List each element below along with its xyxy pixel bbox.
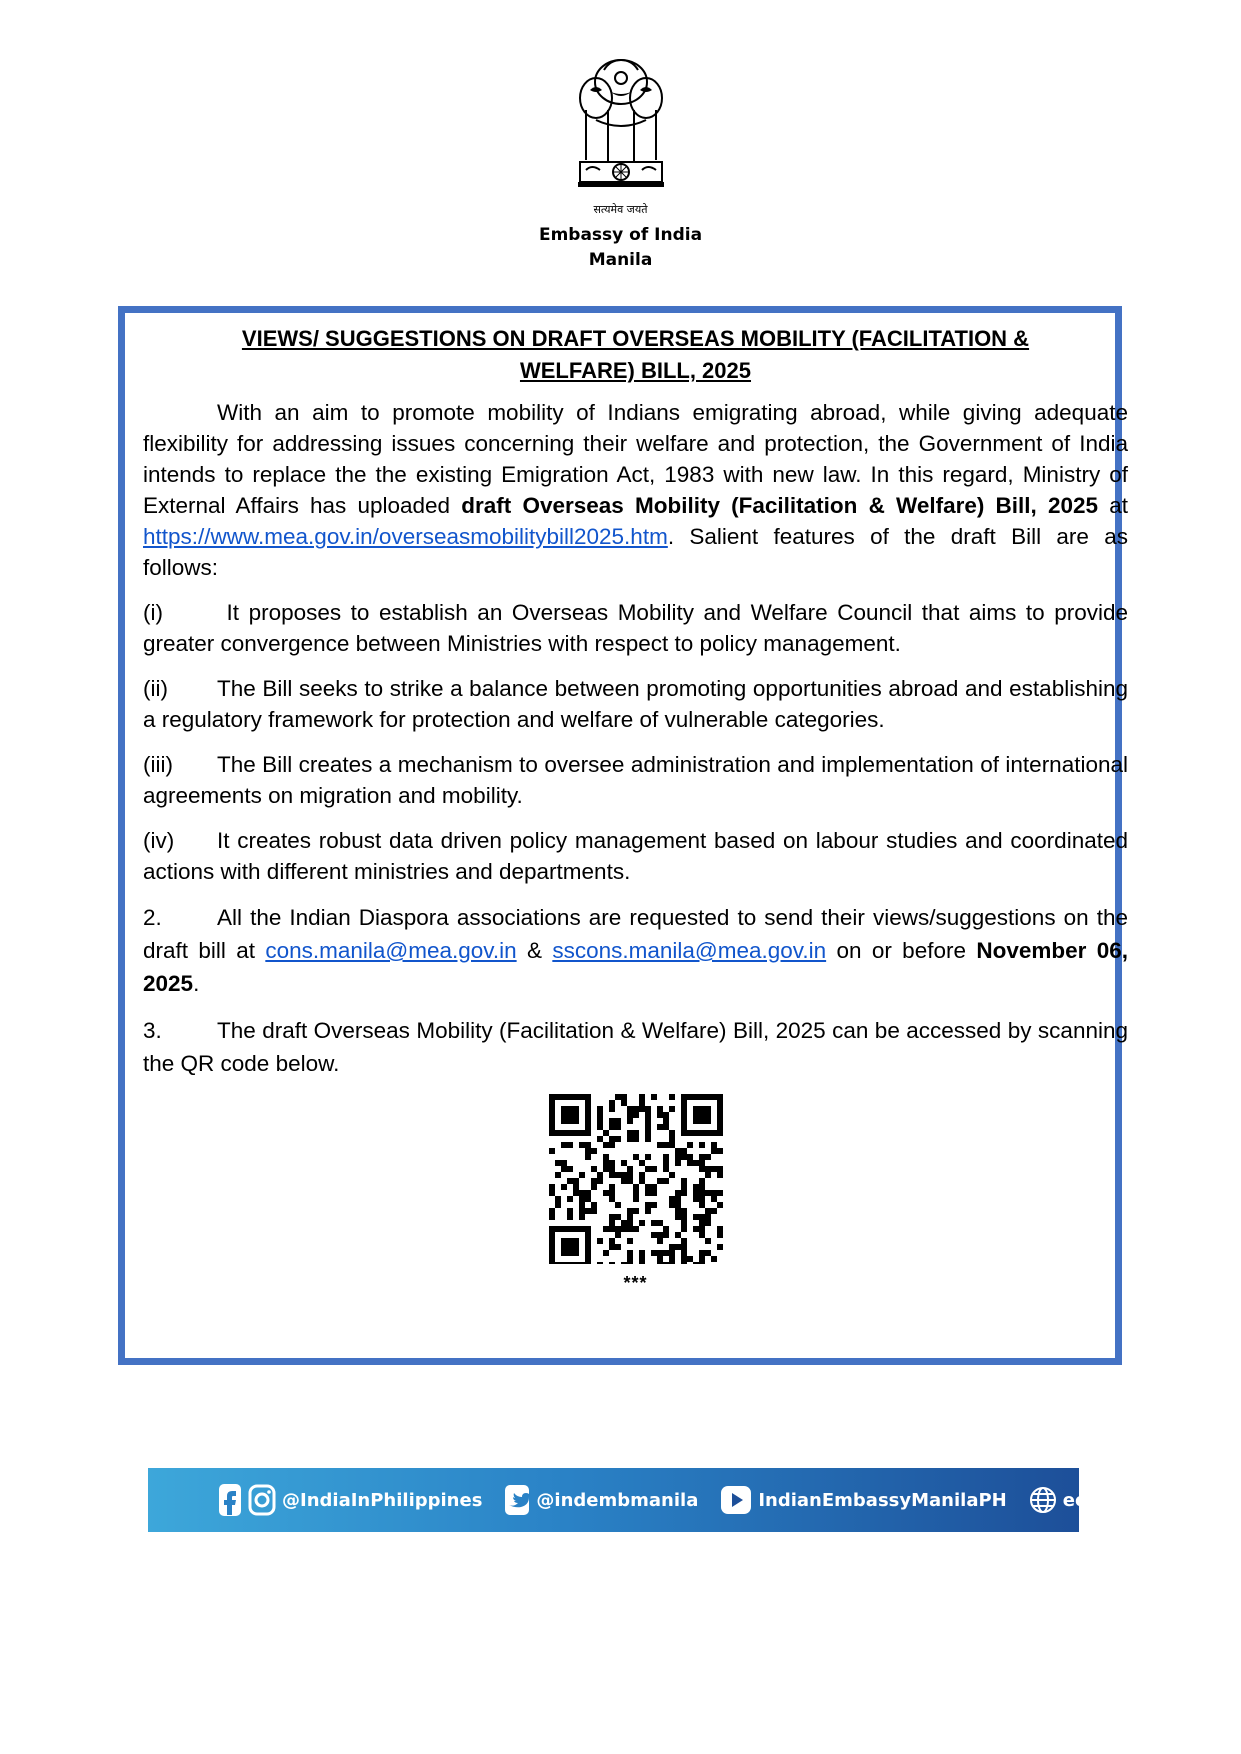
qr-code-icon[interactable] (546, 1094, 726, 1264)
paragraph-2-text-1: All the Indian Diaspora associations are requested to send their views/suggestions on the draft bill at (143, 905, 1128, 963)
paragraph-2-text-2: on or before (826, 938, 977, 963)
intro-text-1: With an aim to promote mobility of Indians emigrating abroad, while giving adequate flexibility for addressing issues concerning their welfare and protection, the Government of India intends to replace the the existing Emigration Act, 1983 with new law. In this regard, Ministry of External Affairs has uploaded (143, 400, 1128, 518)
social-banner (148, 1468, 1230, 1532)
bill-link[interactable]: https://www.mea.gov.in/overseasmobilitybill2025.htm (143, 524, 668, 549)
instagram-icon[interactable] (248, 1483, 276, 1517)
notice-title-line2: WELFARE) BILL, 2025 (519, 358, 752, 383)
org-name-line1: Embassy of India (538, 225, 703, 245)
twitter-icon[interactable] (504, 1483, 530, 1517)
paragraph-3-text: The draft Overseas Mobility (Facilitation & Welfare) Bill, 2025 can be accessed by scanning the QR code below. (143, 1018, 1128, 1076)
feature-item (143, 749, 1128, 811)
paragraph-3-number: 3. (143, 1018, 162, 1043)
notice-box (118, 306, 1128, 1365)
website-group[interactable] (1029, 1486, 1230, 1514)
letterhead (0, 50, 1241, 273)
globe-icon (1029, 1486, 1057, 1514)
intro-paragraph (143, 397, 1128, 583)
feature-number: (iii) (143, 752, 173, 777)
email-link-cons[interactable]: cons.manila@mea.gov.in (265, 938, 517, 963)
youtube-handle: IndianEmbassyManilaPH (758, 1489, 1007, 1511)
intro-text-2: at (1098, 493, 1128, 518)
deadline-date: November 06, 2025 (143, 938, 1128, 996)
intro-text-3: . Salient features of the draft Bill are as follows: (143, 524, 1128, 580)
paragraph-2-amp: & (516, 938, 553, 963)
feature-text: It proposes to establish an Overseas Mobility and Welfare Council that aims to provide greater convergence between Ministries with respect to policy management. (143, 600, 1128, 656)
org-name-line2: Manila (588, 250, 653, 270)
national-emblem-icon (566, 50, 676, 200)
paragraph-2-end: . (193, 971, 200, 996)
feature-text: It creates robust data driven policy management based on labour studies and coordinated actions with different ministries and departments. (143, 828, 1128, 884)
website-link[interactable]: eoimanila.gov.in (1062, 1489, 1230, 1511)
feature-item (143, 673, 1128, 735)
paragraph-3 (143, 1014, 1128, 1080)
notice-title-line1: VIEWS/ SUGGESTIONS ON DRAFT OVERSEAS MOBILITY (FACILITATION & (241, 326, 1030, 351)
paragraph-2 (143, 901, 1128, 1000)
notice-title (143, 323, 1128, 387)
feature-number: (iv) (143, 828, 175, 853)
intro-bill-name: draft Overseas Mobility (Facilitation & Welfare) Bill, 2025 (461, 493, 1099, 518)
notice-content (143, 323, 1128, 1299)
emblem-motto: सत्यमेव जयते (593, 203, 648, 216)
social-group-youtube[interactable] (720, 1483, 1006, 1517)
social-group-facebook-instagram[interactable] (218, 1483, 482, 1517)
youtube-icon[interactable] (720, 1483, 752, 1517)
facebook-icon[interactable] (218, 1483, 242, 1517)
feature-item (143, 597, 1128, 659)
feature-text: The Bill seeks to strike a balance between promoting opportunities abroad and establishing a regulatory framework for protection and welfare of vulnerable categories. (143, 676, 1128, 732)
feature-number: (ii) (143, 676, 168, 701)
social-group-twitter[interactable] (504, 1483, 698, 1517)
end-mark: *** (623, 1273, 648, 1293)
feature-number: (i) (143, 600, 163, 625)
paragraph-2-number: 2. (143, 905, 162, 930)
feature-text: The Bill creates a mechanism to oversee administration and implementation of international agreements on migration and mobility. (143, 752, 1128, 808)
twitter-handle: @indembmanila (536, 1489, 699, 1511)
social-handle: @IndiaInPhilippines (282, 1489, 483, 1511)
org-name (0, 223, 1241, 273)
email-link-sscons[interactable]: sscons.manila@mea.gov.in (552, 938, 827, 963)
feature-item (143, 825, 1128, 887)
